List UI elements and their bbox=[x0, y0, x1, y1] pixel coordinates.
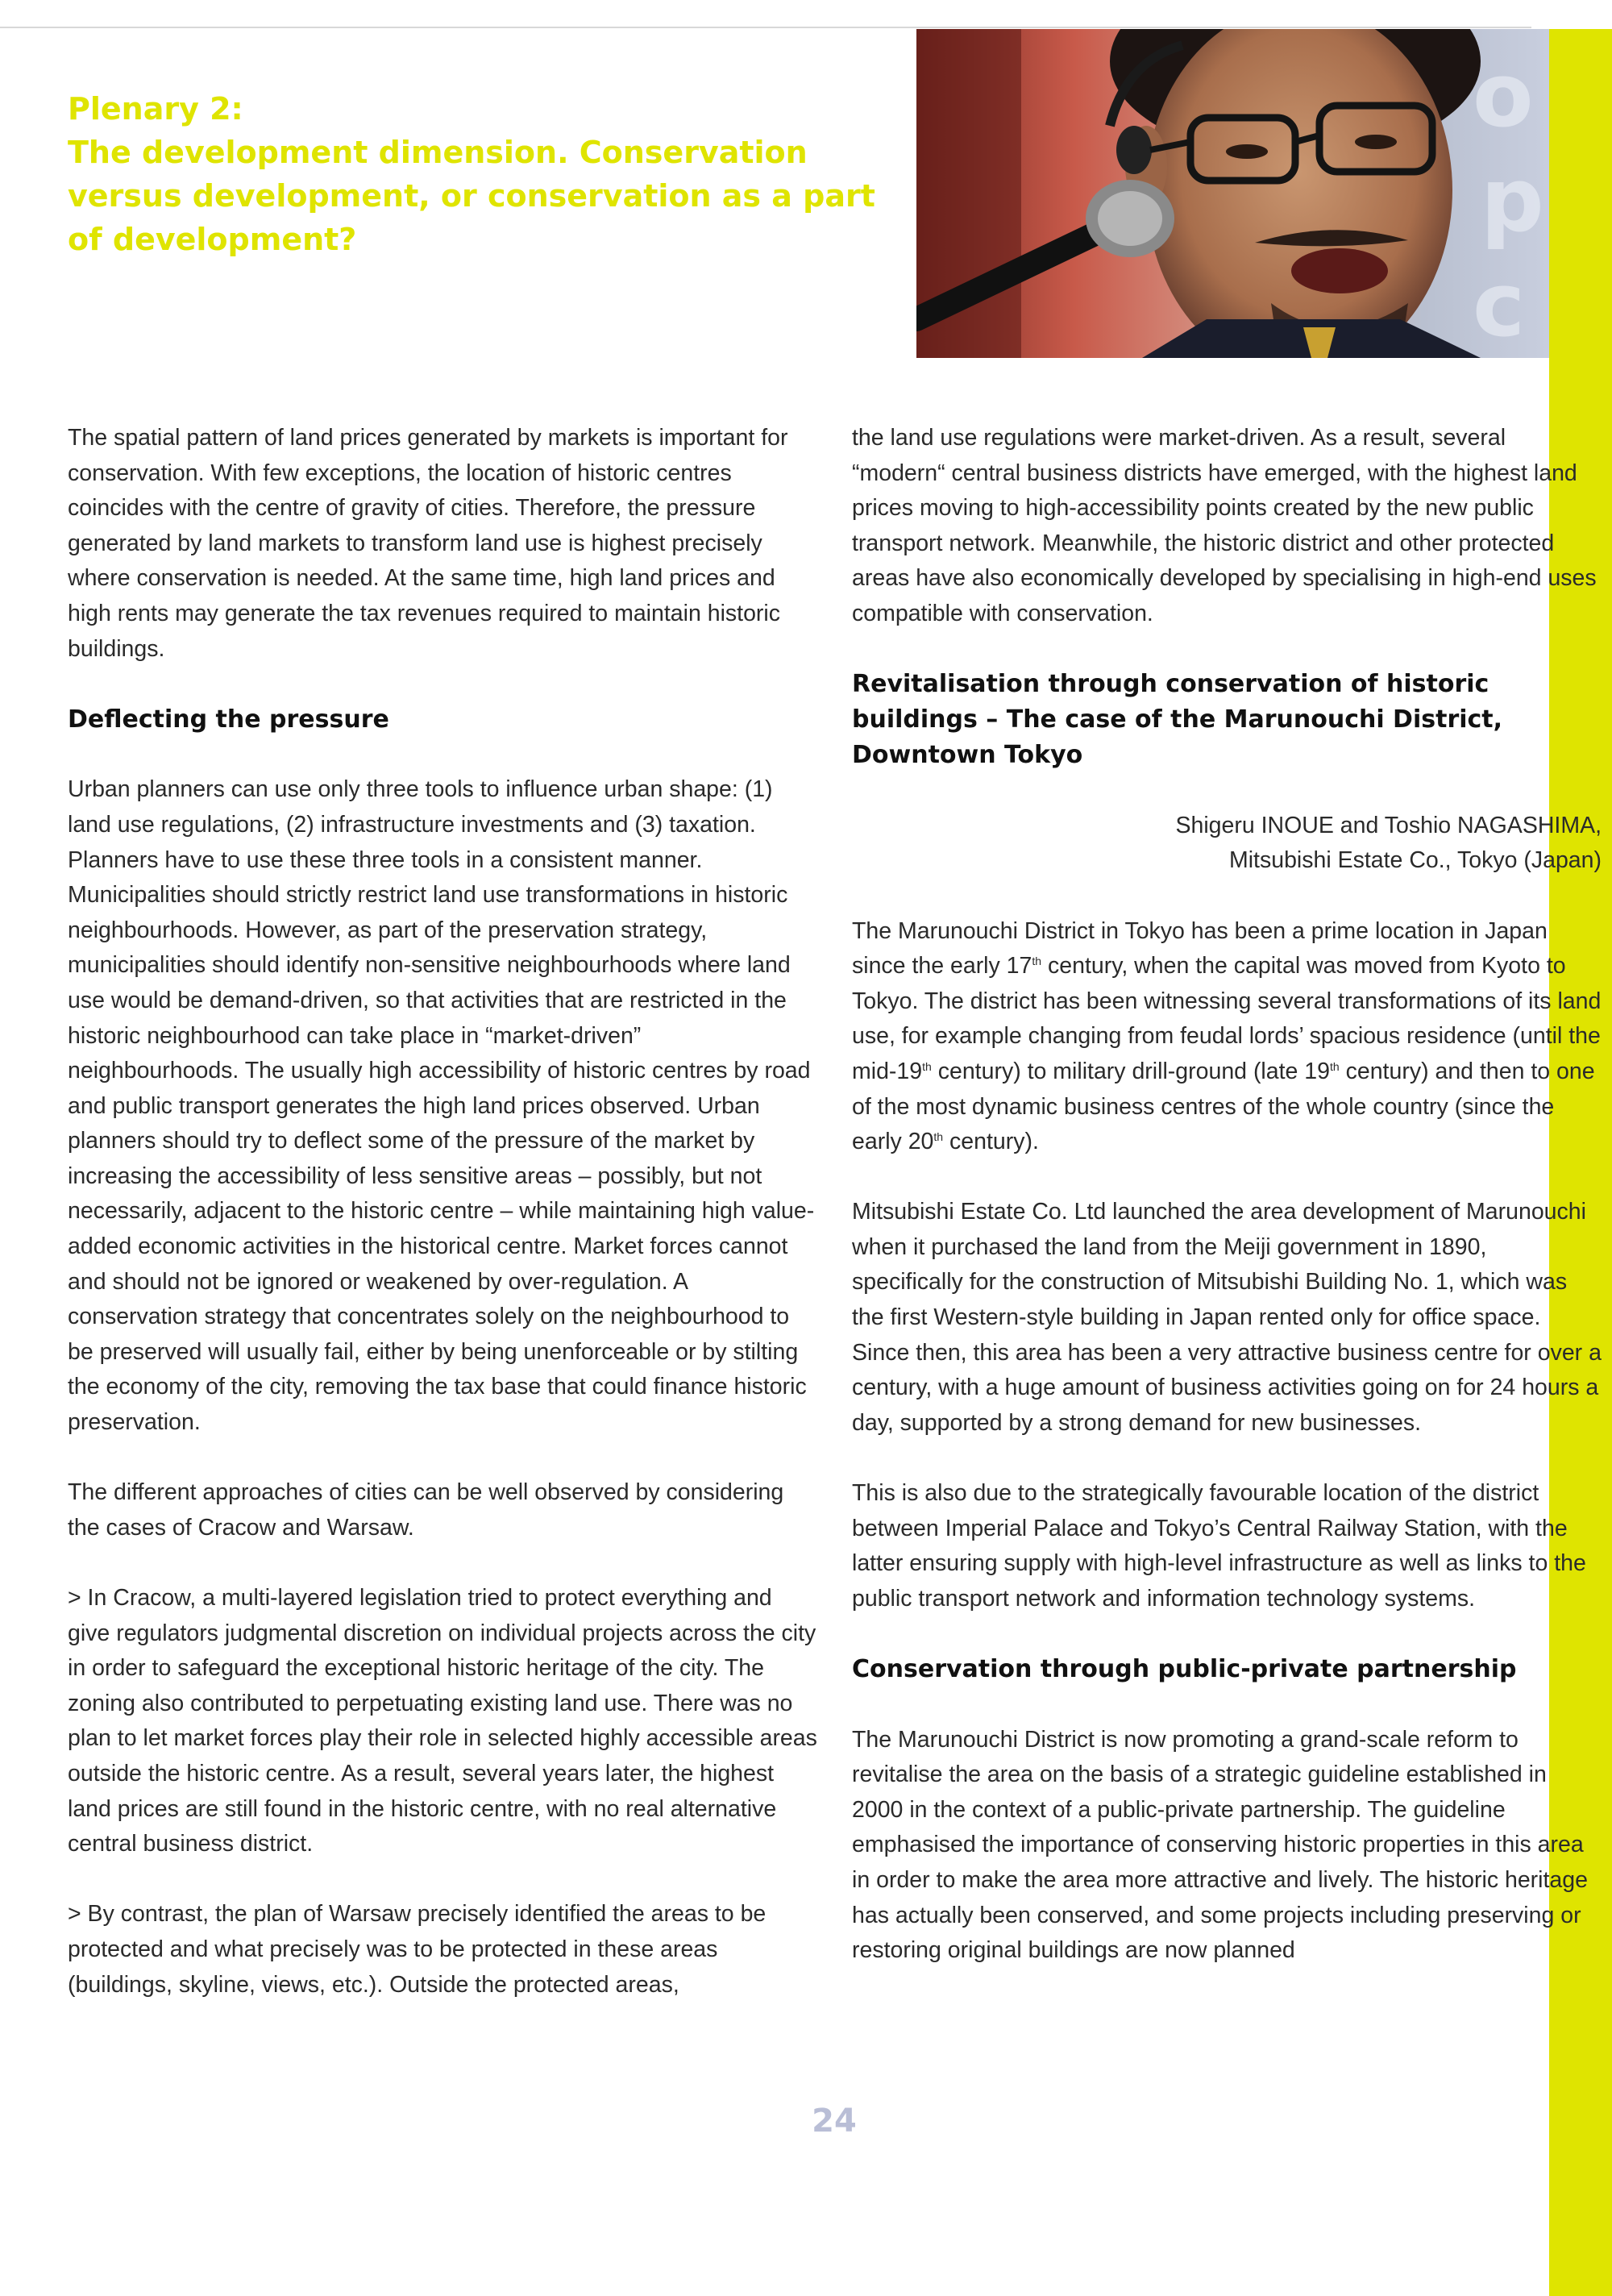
paragraph: This is also due to the strategically favourable location of the district between Imperial Palace and Tokyo’s Central Railway Station, with the latter ensuring supply with high-level infrastructure as well as links to the public transport network and information technology systems. bbox=[852, 1480, 1586, 1612]
left-column bbox=[68, 421, 817, 2038]
speaker-photo bbox=[916, 29, 1549, 358]
title-line-1: Plenary 2: bbox=[68, 91, 243, 127]
paragraph-marunouchi-history bbox=[852, 914, 1602, 1160]
author-byline bbox=[852, 809, 1602, 879]
title-line-2: The development dimension. Conservation bbox=[68, 135, 808, 170]
svg-text:p: p bbox=[1481, 148, 1544, 252]
superscript: th bbox=[1330, 1059, 1340, 1073]
paragraph: the land use regulations were market-driven. As a result, several “modern“ central business districts have emerged, with the highest land prices moving to high-accessibility points created by the new public transport network. Meanwhile, the historic district and other protected areas have also economically developed by specialising in high-end uses compatible with conservation. bbox=[852, 425, 1597, 626]
superscript: th bbox=[922, 1059, 932, 1073]
paragraph: The spatial pattern of land prices generated by markets is important for conservation. With few exceptions, the location of historic centres coincides with the centre of gravity of cities. Therefore, the pressure generated by land markets to transform land use is highest precisely where conservation is needed. At the same time, high land prices and high rents may generate the tax revenues required to maintain historic buildings. bbox=[68, 425, 788, 662]
text-run: century) to military drill-ground (late 19 bbox=[931, 1058, 1330, 1084]
right-column bbox=[852, 421, 1602, 2003]
section-heading-partnership: Conservation through public-private partnership bbox=[852, 1655, 1517, 1683]
paragraph: Urban planners can use only three tools to influence urban shape: (1) land use regulations, (2) infrastructure investments and (3) taxation. Planners have to use these three tools in a consistent manner. Municipalities should strictly restrict land use transformations in historic neighbourhoods. However, as part of the preservation strategy, municipalities should identify non-sensitive neighbourhoods where land use would be demand-driven, so that activities that are restricted in the historic neighbourhood can take place in “market-driven” neighbourhoods. The usually high accessibility of historic centres by road and public transport generates the high land prices observed. Urban planners should try to deflect some of the pressure of the market by increasing the accessibility of less sensitive areas – possibly, but not necessarily, adjacent to the historic centre – while maintaining high value-added economic activities in the historical centre. Market forces cannot and should not be ignored or weakened by over-regulation. A conservation strategy that concentrates solely on the neighbourhood to be preserved will usually fail, either by being unenforceable or by stilting the economy of the city, removing the tax base that could finance historic preservation. bbox=[68, 776, 815, 1436]
text-run: century, when the capital was moved from Kyoto to Tokyo. The district has been witnessing several transformations of its land use, for example changing from feudal lords’ spacious residence (until the mid-19 bbox=[852, 953, 1602, 1084]
section-heading-revitalisation: Revitalisation through conservation of historic buildings – The case of the Marunouchi District, Downtown Tokyo bbox=[852, 670, 1503, 770]
page-number: 24 bbox=[812, 2103, 857, 2140]
byline-authors: Shigeru INOUE and Toshio NAGASHIMA, bbox=[1175, 812, 1602, 838]
title-line-4: of development? bbox=[68, 222, 357, 257]
superscript: th bbox=[933, 1130, 944, 1144]
plenary-title bbox=[68, 87, 906, 261]
paragraph-warsaw: > By contrast, the plan of Warsaw precisely identified the areas to be protected and what precisely was to be protected in these areas (buildings, skyline, views, etc.). Outside the protected areas, bbox=[68, 1901, 767, 1998]
byline-affiliation: Mitsubishi Estate Co., Tokyo (Japan) bbox=[1228, 847, 1602, 874]
title-line-3: versus development, or conservation as a part bbox=[68, 178, 875, 214]
paragraph: Mitsubishi Estate Co. Ltd launched the area development of Marunouchi when it purchased the land from the Meiji government in 1890, specifically for the construction of Mitsubishi Building No. 1, which was the first Western-style building in Japan rented only for office space. Since then, this area has been a very attractive business centre for over a century, with a huge amount of business activities going on for 24 hours a day, supported by a strong demand for new businesses. bbox=[852, 1199, 1602, 1436]
text-run: century). bbox=[943, 1129, 1039, 1155]
text-run: The Marunouchi District in Tokyo has been a prime location in Japan since the early 17 bbox=[852, 917, 1548, 980]
superscript: th bbox=[1032, 955, 1042, 968]
paragraph: The different approaches of cities can be well observed by considering the cases of Cracow and Warsaw. bbox=[68, 1479, 784, 1541]
text-run: century) and then to one of the most dynamic business centres of the whole country (since the early 20 bbox=[852, 1058, 1595, 1155]
svg-text:c: c bbox=[1473, 253, 1526, 356]
svg-text:o: o bbox=[1473, 44, 1534, 147]
paragraph: The Marunouchi District is now promoting a grand-scale reform to revitalise the area on the basis of a strategic guideline established in 2000 in the context of a public-private partnership. The guideline emphasised the importance of conserving historic properties in this area in order to make the area more attractive and lively. The historic heritage has actually been conserved, and some projects including preserving or restoring original buildings are now planned bbox=[852, 1726, 1588, 1964]
top-rule bbox=[0, 27, 1531, 28]
paragraph-cracow: > In Cracow, a multi-layered legislation tried to protect everything and give regulators judgmental discretion on individual projects across the city in order to safeguard the exceptional historic heritage of the city. The zoning also contributed to perpetuating existing land use. There was no plan to let market forces play their role in selected highly accessible areas outside the historic centre. As a result, several years later, the highest land prices are still found in the historic centre, with no real alternative central business district. bbox=[68, 1585, 817, 1857]
section-heading-deflecting: Deflecting the pressure bbox=[68, 705, 389, 734]
